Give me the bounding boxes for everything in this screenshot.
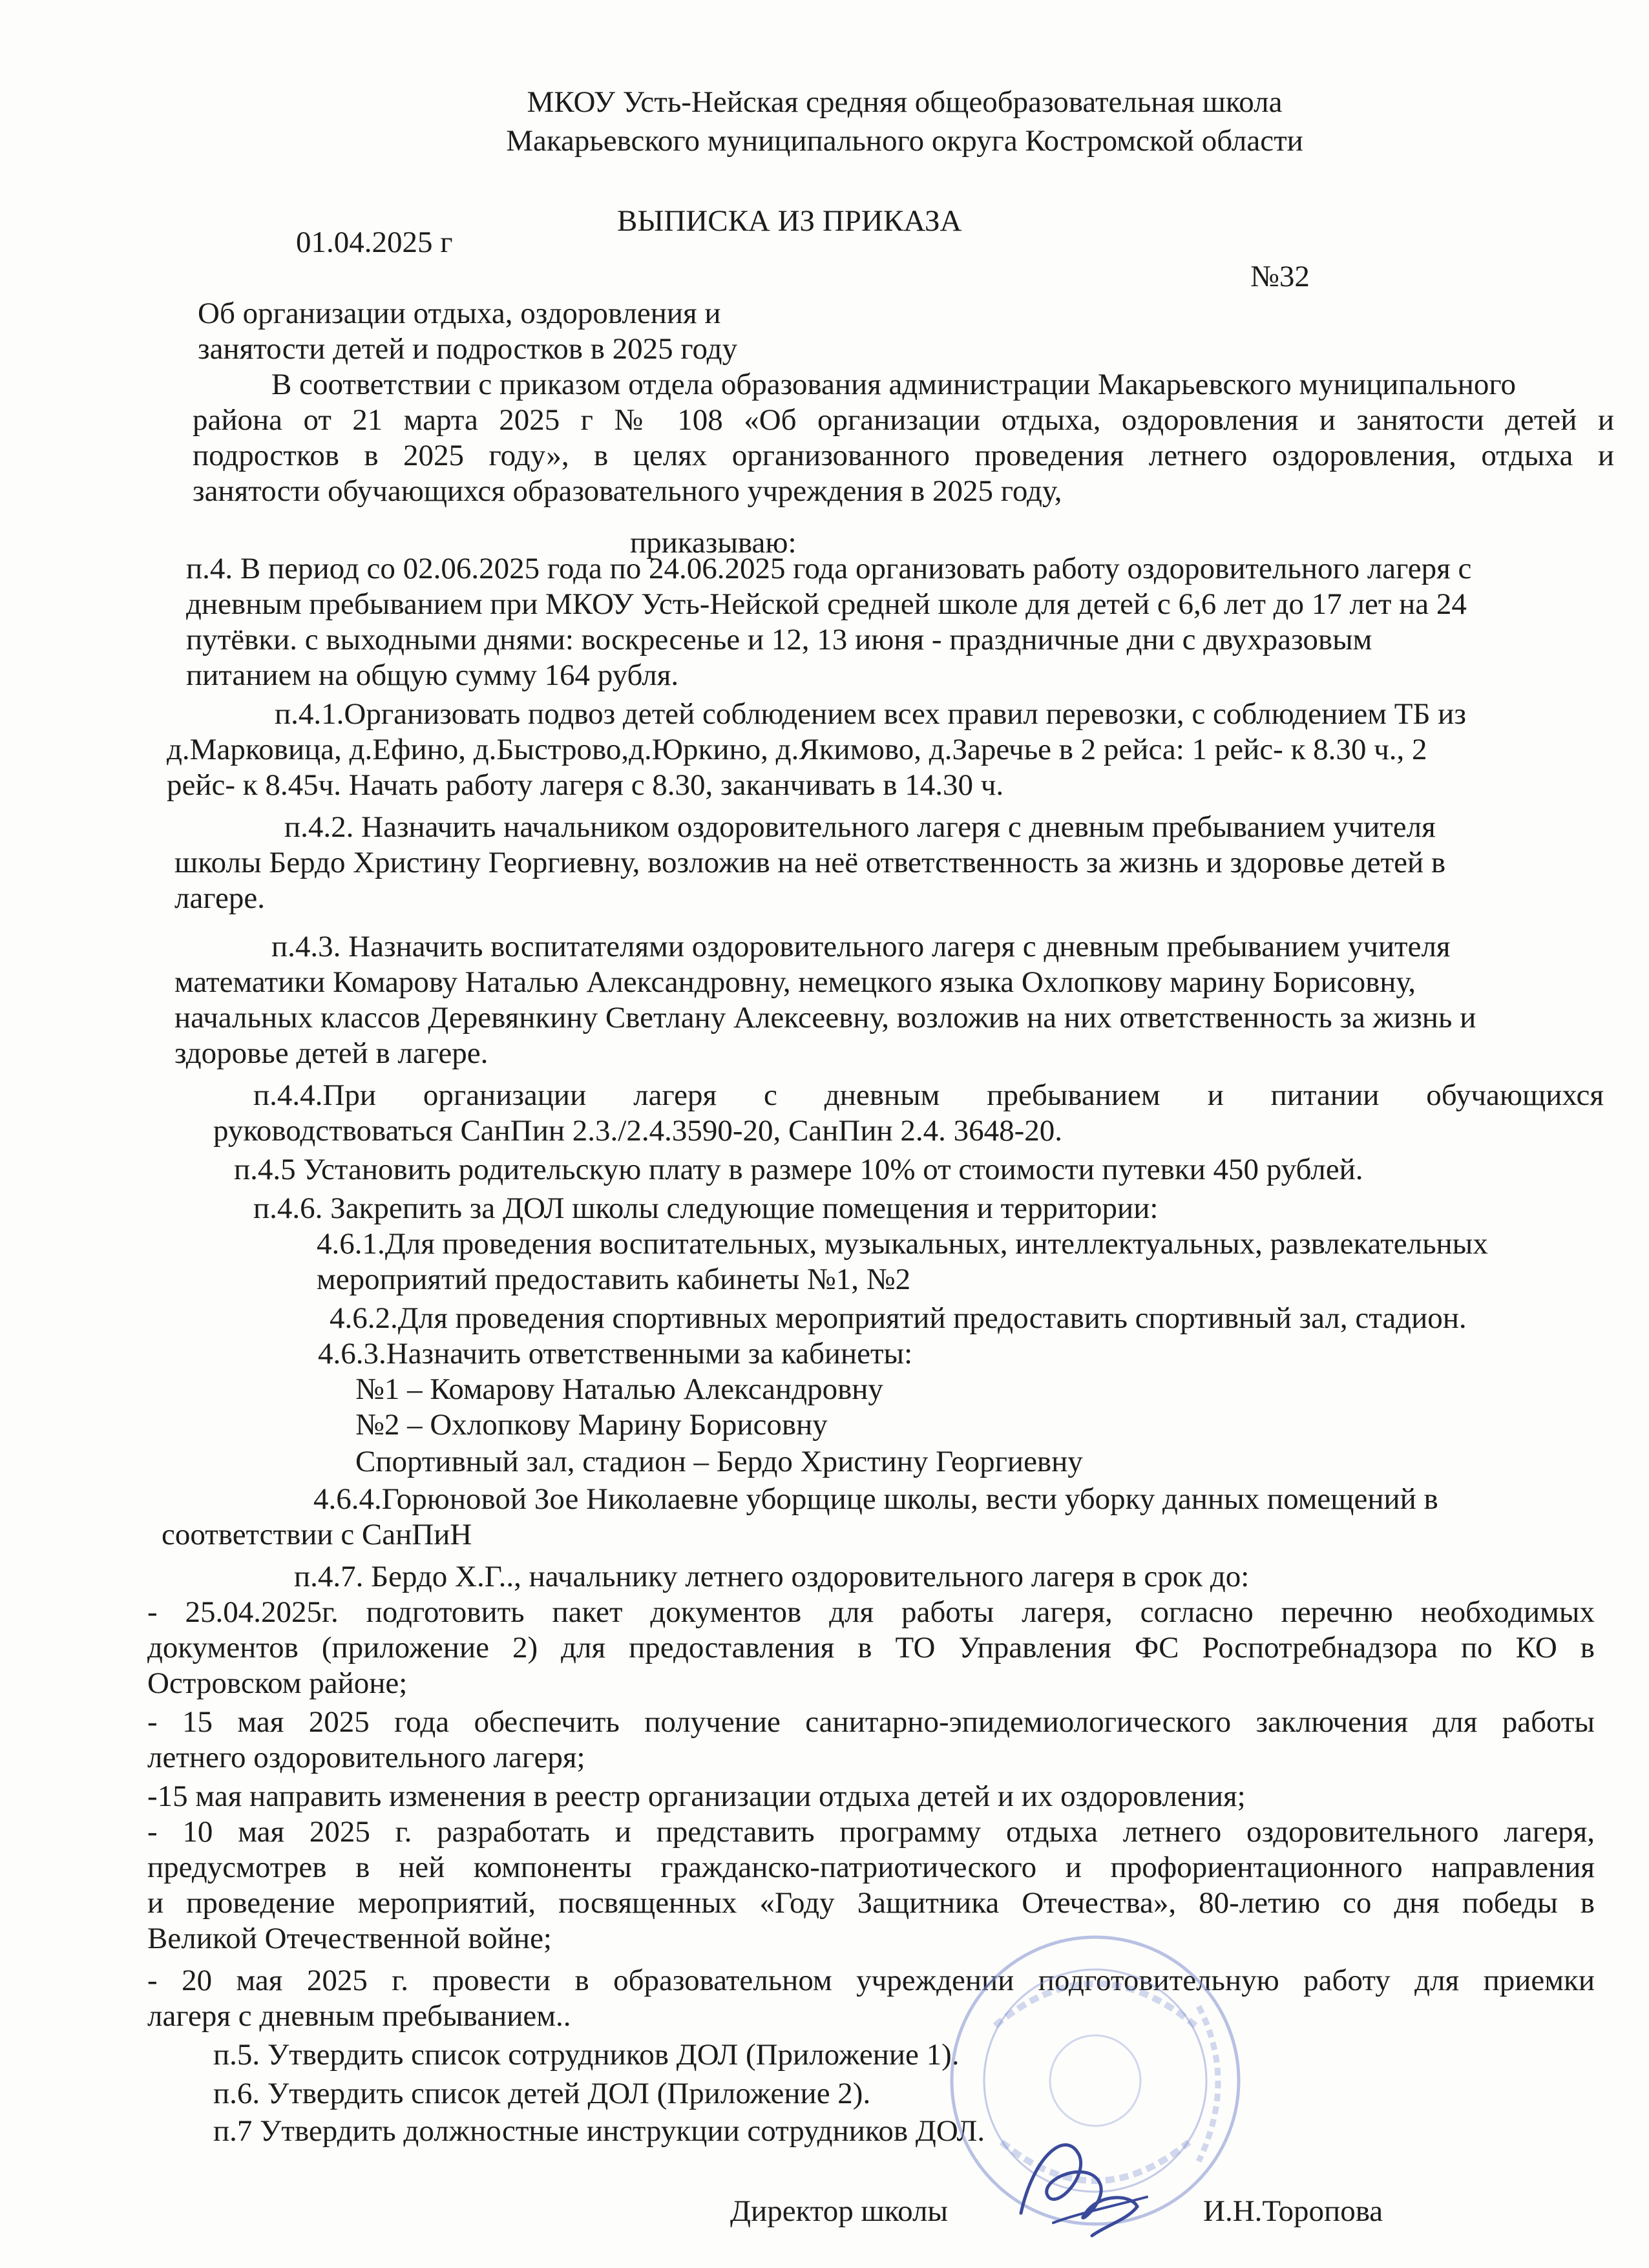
body-line: 4.6.2.Для проведения спортивных мероприятий предоставить спортивный зал, стадион. [330,1301,1467,1335]
body-line: дневным пребыванием при МКОУ Усть-Нейской средней школе для детей с 6,6 лет до 17 лет на 24 [186,587,1467,621]
body-line: мероприятий предоставить кабинеты №1, №2 [317,1263,911,1296]
body-line: - 25.04.2025г. подготовить пакет документов для работы лагеря, согласно перечню необходимых [147,1595,1595,1629]
body-line: №1 – Комарову Наталью Александровну [355,1372,883,1406]
body-line: №2 – Охлопкову Марину Борисовну [355,1408,828,1442]
body-line: 4.6.3.Назначить ответственными за кабинеты: [318,1337,913,1370]
subject-line-2: занятости детей и подростков в 2025 году [198,332,738,366]
body-line: п.4.5 Установить родительскую плату в размере 10% от стоимости путевки 450 рублей. [234,1153,1363,1186]
document-date: 01.04.2025 г [296,226,453,259]
body-line: начальных классов Деревянкину Светлану Алексеевну, возложив на них ответственность за жизнь и [174,1001,1476,1034]
body-line: занятости обучающихся образовательного учреждения в 2025 году, [193,474,1062,508]
body-line: п.4.3. Назначить воспитателями оздоровительного лагеря с дневным пребыванием учителя [271,930,1451,963]
body-line: здоровье детей в лагере. [174,1036,488,1070]
body-line: путёвки. с выходными днями: воскресенье и 12, 13 июня - праздничные дни с двухразовым [186,623,1372,656]
body-line: п.4.1.Организовать подвоз детей соблюдением всех правил перевозки, с соблюдением ТБ из [275,697,1466,731]
body-line: - 20 мая 2025 г. провести в образовательном учреждении подготовительную работу для приемки [147,1964,1595,1997]
body-line: п.4.4.При организации лагеря с дневным пребыванием и питании обучающихся [253,1078,1604,1112]
body-line: питанием на общую сумму 164 рубля. [186,658,679,692]
body-line: лагере. [174,881,265,915]
body-line: Великой Отечественной войне; [147,1922,552,1955]
document-title: ВЫПИСКА ИЗ ПРИКАЗА [617,204,962,238]
body-line: 4.6.4.Горюновой Зое Николаевне уборщице школы, вести уборку данных помещений в [313,1482,1438,1516]
body-line: Островском районе; [147,1666,408,1700]
body-line: п.4.7. Бердо Х.Г.., начальнику летнего оздоровительного лагеря в срок до: [294,1560,1250,1593]
body-line: Спортивный зал, стадион – Бердо Христину Георгиевну [355,1445,1083,1478]
body-line: летнего оздоровительного лагеря; [147,1741,585,1774]
org-name-line1: МКОУ Усть-Нейская средняя общеобразовательная школа [527,85,1283,119]
body-line: соответствии с СанПиН [162,1518,472,1551]
body-line: п.6. Утвердить список детей ДОЛ (Приложение 2). [213,2077,871,2110]
body-line: подростков в 2025 году», в целях организованного проведения летнего оздоровления, отдыха и [193,439,1614,472]
body-line: п.5. Утвердить список сотрудников ДОЛ (Приложение 1). [213,2038,960,2072]
director-signature [1008,2116,1157,2252]
signature-name: И.Н.Торопова [1203,2194,1383,2228]
body-line: рейс- к 8.45ч. Начать работу лагеря с 8.30, заканчивать в 14.30 ч. [167,768,1004,802]
body-line: - 10 мая 2025 г. разработать и представить программу отдыха летнего оздоровительного лагеря, [147,1815,1595,1849]
body-line: 4.6.1.Для проведения воспитательных, музыкальных, интеллектуальных, развлекательных [317,1227,1488,1261]
body-line: В соответствии с приказом отдела образования администрации Макарьевского муниципального [271,368,1516,401]
body-line: документов (приложение 2) для предоставления в ТО Управления ФС Роспотребнадзора по КО в [147,1631,1595,1664]
body-line: -15 мая направить изменения в реестр организации отдыха детей и их оздоровления; [147,1780,1246,1813]
signature-position: Директор школы [730,2194,949,2228]
body-line: п.4. В период со 02.06.2025 года по 24.06.2025 года организовать работу оздоровительного лагеря с [186,552,1472,585]
body-line: школы Бердо Христину Георгиевну, возложив на неё ответственность за жизнь и здоровье детей в [174,846,1446,879]
body-line: - 15 мая 2025 года обеспечить получение санитарно-эпидемиологического заключения для работы [147,1705,1595,1739]
body-line: п.7 Утвердить должностные инструкции сотрудников ДОЛ. [213,2114,985,2148]
body-line: предусмотрев в ней компоненты гражданско-патриотического и профориентационного направления [147,1851,1595,1884]
body-line: лагеря с дневным пребыванием.. [147,1999,571,2033]
document-number: №32 [1250,260,1310,293]
body-line: руководствоваться СанПин 2.3./2.4.3590-20, СанПин 2.4. 3648-20. [213,1114,1063,1148]
body-line: п.4.6. Закрепить за ДОЛ школы следующие помещения и территории: [253,1192,1159,1225]
body-line: и проведение мероприятий, посвященных «Году Защитника Отечества», 80-летию со дня победы в [147,1886,1595,1920]
body-line: математики Комарову Наталью Александровну, немецкого языка Охлопкову марину Борисовну, [174,965,1416,999]
org-name-line2: Макарьевского муниципального округа Костромской области [506,124,1303,158]
body-line: д.Марковица, д.Ефино, д.Быстрово,д.Юркино, д.Якимово, д.Заречье в 2 рейса: 1 рейс- к 8.30 ч., 2 [167,733,1427,766]
subject-line-1: Об организации отдыха, оздоровления и [198,297,721,330]
body-line: п.4.2. Назначить начальником оздоровительного лагеря с дневным пребыванием учителя [284,810,1436,844]
body-line: района от 21 марта 2025 г № 108 «Об организации отдыха, оздоровления и занятости детей и [193,403,1614,437]
order-word: приказываю: [630,526,797,560]
